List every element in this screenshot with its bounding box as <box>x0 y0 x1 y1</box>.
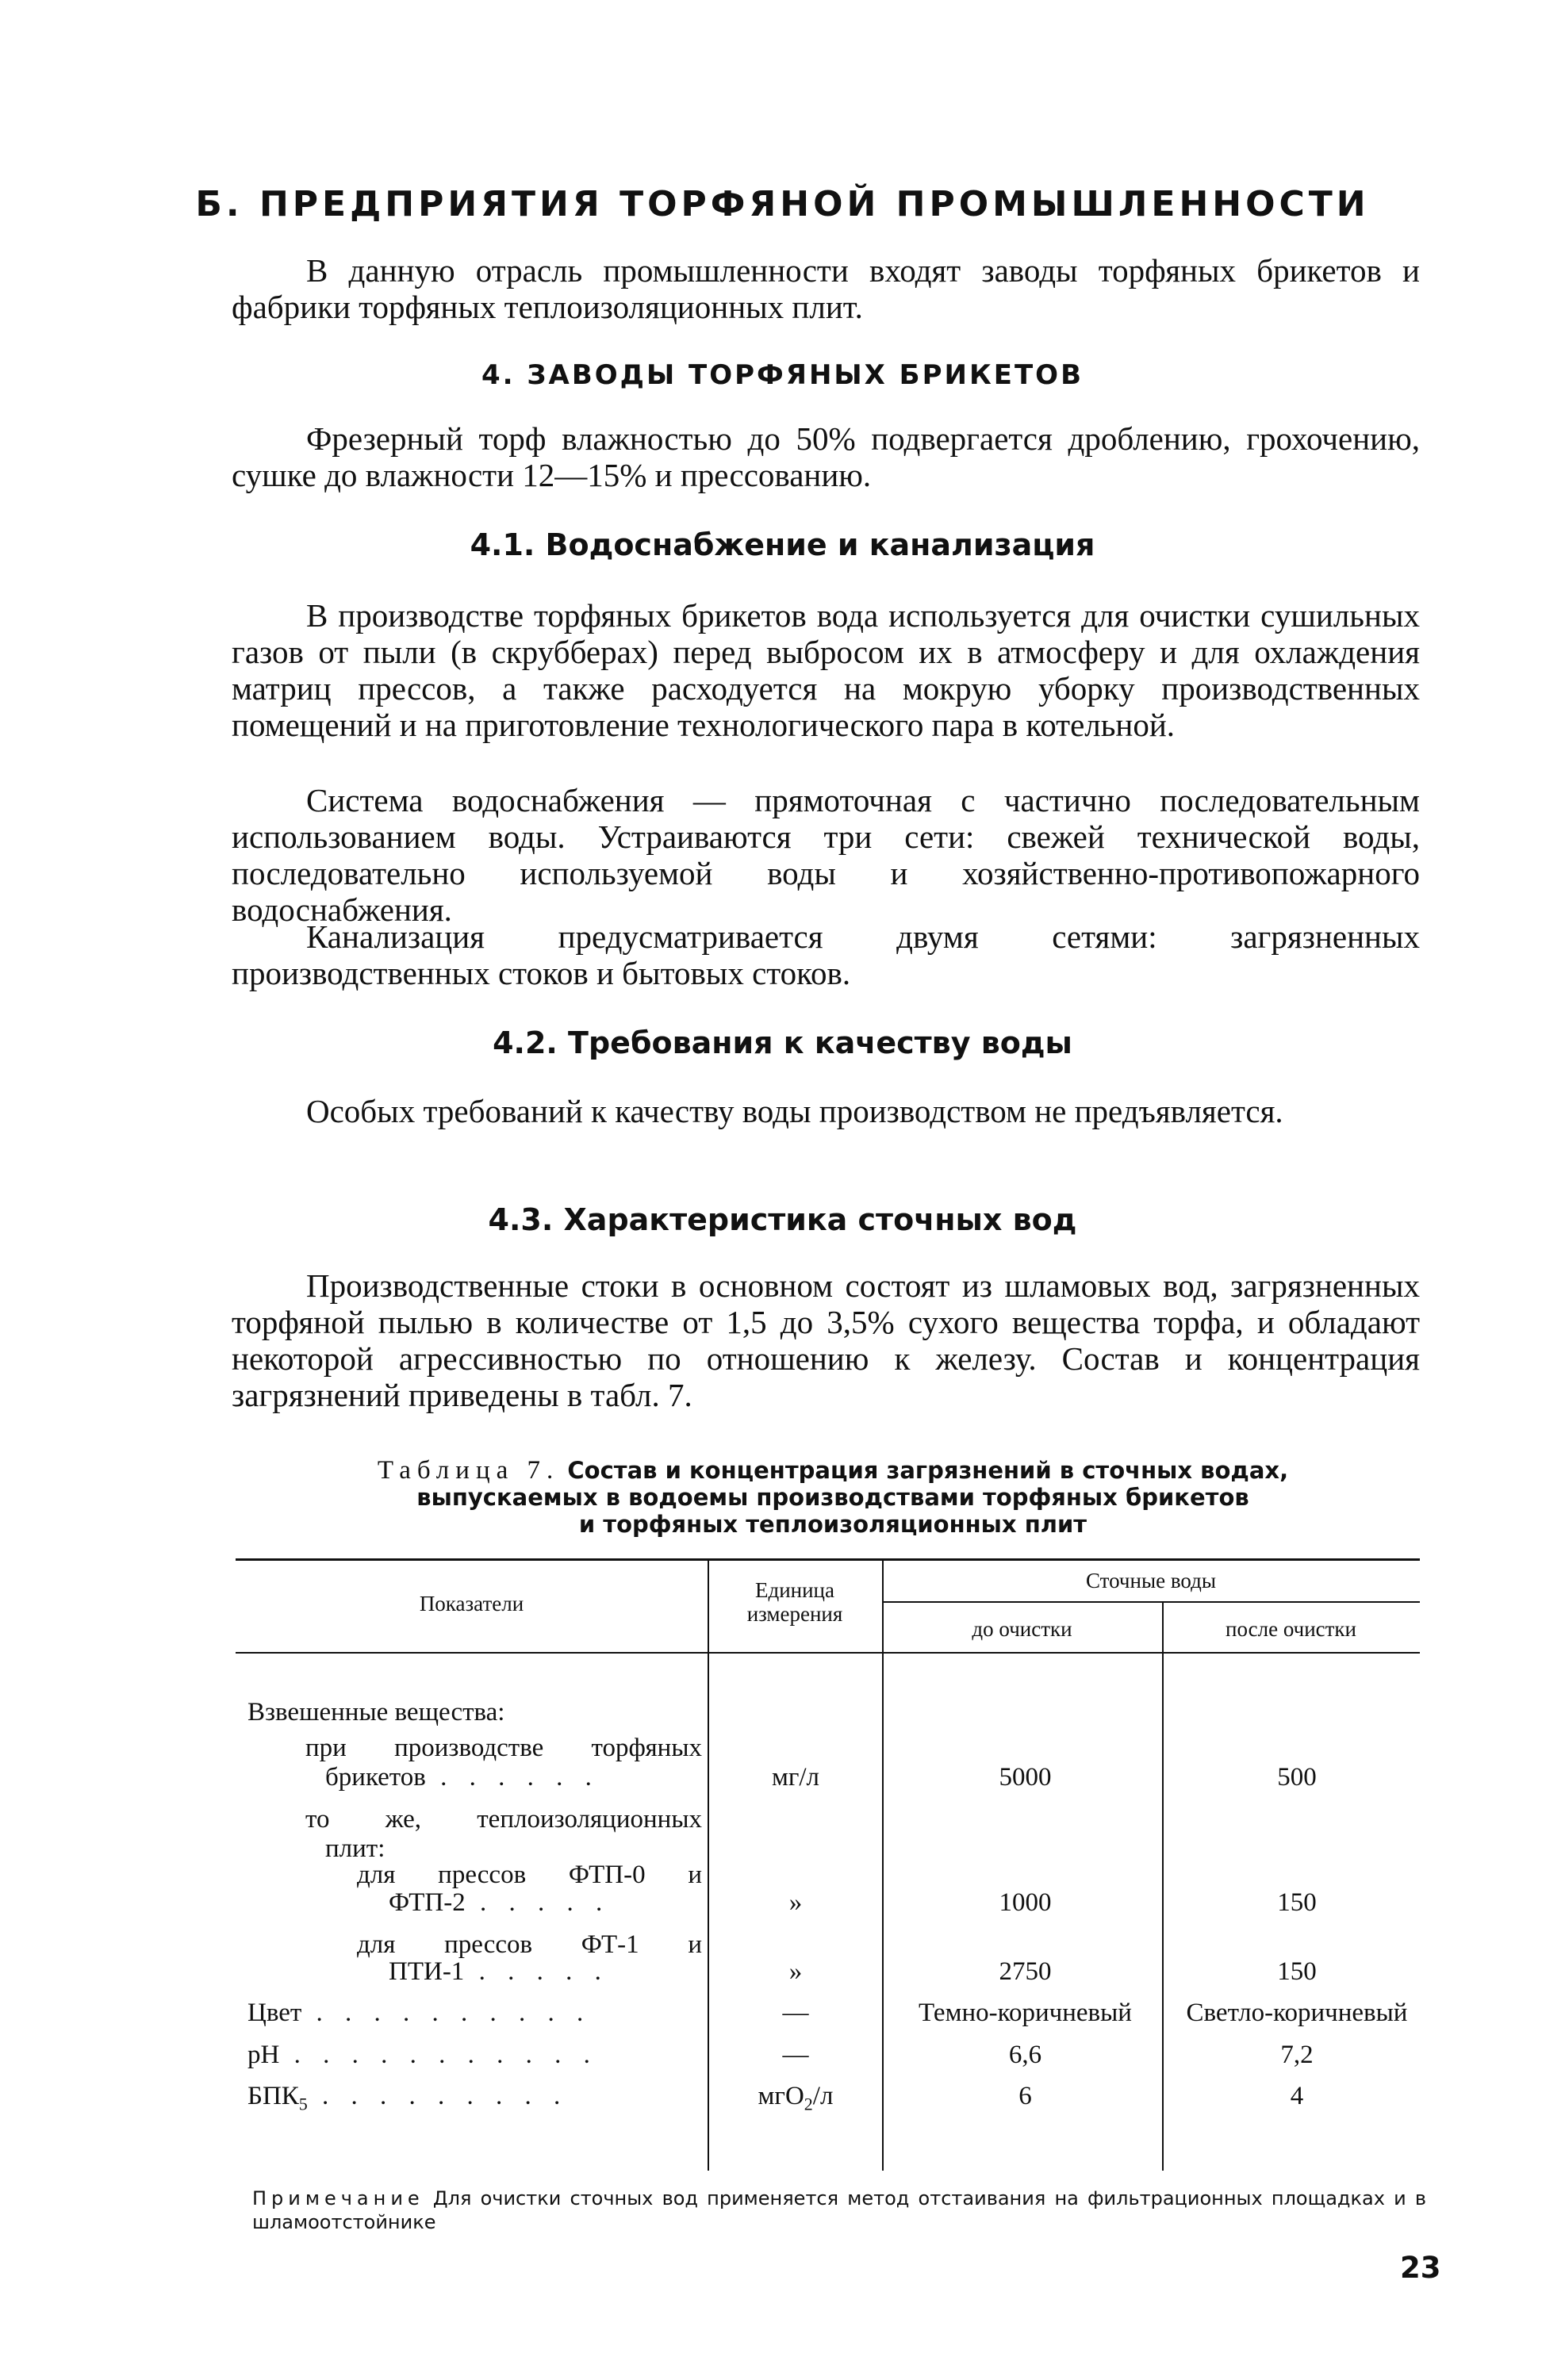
row-bpk-unit-b: /л <box>812 2082 834 2110</box>
row-ph-after: 7,2 <box>1280 2041 1314 2069</box>
row-ftp-before: 1000 <box>999 1888 1052 1917</box>
table-column-divider-3 <box>1162 1601 1164 2171</box>
row-bpk-unit-subscript: 2 <box>804 2094 813 2114</box>
row-bpk-after: 4 <box>1290 2082 1304 2110</box>
table-column-divider-1 <box>708 1560 709 2171</box>
subsection-4-2-title: 4.2. Требования к качеству воды <box>493 1025 1072 1060</box>
row-ft-before: 2750 <box>999 1957 1052 1986</box>
row-briquettes-unit: мг/л <box>771 1763 820 1792</box>
table-caption <box>238 1457 1428 1538</box>
row-ph-label: pH . . . . . . . . . . . <box>247 2041 598 2069</box>
table-header-bottom-rule <box>236 1652 1420 1654</box>
table-header-mid-rule <box>882 1601 1420 1603</box>
row-briquettes-after: 500 <box>1277 1763 1317 1792</box>
row-color-unit: — <box>782 1999 809 2027</box>
row-ph-unit: — <box>782 2041 809 2069</box>
section-title: Б. ПРЕДПРИЯТИЯ ТОРФЯНОЙ ПРОМЫШЛЕННОСТИ <box>195 184 1370 224</box>
row-briquettes-label-2: брикетов <box>325 1763 426 1792</box>
row-color-before: Темно-коричневый <box>919 1999 1132 2027</box>
row-color-after: Светло-коричневый <box>1186 1999 1408 2027</box>
header-after-treatment: после очистки <box>1226 1617 1356 1641</box>
subsection-4-1-paragraph-3: Канализация предусматривается двумя сетями: загрязненных производственных стоков и бытовых стоков. <box>232 918 1420 991</box>
row-bpk-unit <box>712 2081 880 2120</box>
chapter-4-text: Фрезерный торф влажностью до 50% подвергается дроблению, грохочению, сушке до влажности 12—15% и прессованию. <box>232 420 1420 493</box>
header-before-treatment: до очистки <box>972 1617 1072 1641</box>
row-bpk-label: $БПК_5$ . . . . . . . . . <box>247 2082 569 2114</box>
section-intro: В данную отрасль промышленности входят заводы торфяных брикетов и фабрики торфяных теплоизоляционных плит. <box>232 252 1420 325</box>
row-plates-label-1: то же, теплоизоляционных <box>305 1805 702 1834</box>
row-ft-unit: » <box>788 1957 803 1986</box>
table-note-text: Для очистки сточных вод применяется метод отстаивания на фильтрационных площадках и в шламоотстойнике <box>252 2187 1426 2233</box>
row-ft-label: ПТИ-1 . . . . . <box>389 1957 609 1986</box>
row-suspended-label: Взвешенные вещества: <box>247 1698 505 1727</box>
subsection-4-1-paragraph-1: В производстве торфяных брикетов вода используется для очистки сушильных газов от пыли (в скрубберах) перед выбросом их в атмосферу и для охлаждения матриц прессов, а также расходуется на мокрую уборку производственных помещений и на приготовление технологического пара в котельной. <box>232 597 1420 743</box>
subsection-4-2-paragraph: Особых требований к качеству воды производством не предъявляется. <box>306 1093 1283 1129</box>
table-note <box>252 2186 1426 2234</box>
row-ftp-label-1: для прессов ФТП-0 и <box>357 1861 702 1889</box>
row-plates-label-2: плит: <box>325 1834 385 1863</box>
row-color-label: Цвет . . . . . . . . . . <box>247 1999 592 2027</box>
row-ftp-after: 150 <box>1277 1888 1317 1917</box>
chapter-4-title: 4. ЗАВОДЫ ТОРФЯНЫХ БРИКЕТОВ <box>481 359 1084 391</box>
page-number: 23 <box>1400 2251 1441 2285</box>
row-ftp-unit: » <box>788 1888 803 1917</box>
row-color-text: Цвет <box>247 1999 302 2027</box>
row-bpk-text: БПК <box>247 2082 299 2110</box>
subsection-4-1-paragraph-2: Система водоснабжения — прямоточная с частично последовательным использованием воды. Устраиваются три сети: свежей технической воды, последовательно используемой воды и хозяйственно-противопожарного водоснабжения. <box>232 782 1420 928</box>
row-ftp-label-2: ФТП-2 <box>389 1888 466 1917</box>
row-ft-after: 150 <box>1277 1957 1317 1986</box>
subsection-4-1-title: 4.1. Водоснабжение и канализация <box>470 527 1095 562</box>
header-indicator: Показатели <box>419 1592 524 1615</box>
row-briquettes-label-1: при производстве торфяных <box>305 1734 702 1762</box>
row-ph-before: 6,6 <box>1008 2041 1042 2069</box>
table-top-rule <box>236 1558 1420 1561</box>
table-label: Таблица 7. <box>377 1456 560 1485</box>
row-bpk-before: 6 <box>1018 2082 1032 2110</box>
row-bpk-subscript: 5 <box>298 2094 308 2114</box>
subsection-4-3-title: 4.3. Характеристика сточных вод <box>488 1202 1077 1237</box>
header-unit <box>708 1578 882 1626</box>
row-ph-text: pH <box>247 2041 280 2069</box>
table-caption-line-3: и торфяных теплоизоляционных плит <box>578 1511 1087 1538</box>
row-briquettes-before: 5000 <box>999 1763 1052 1792</box>
row-ftp-label: ФТП-2 . . . . . <box>389 1888 611 1917</box>
table-note-label: Примечание <box>252 2187 424 2209</box>
header-unit-line-1: Единица <box>754 1578 834 1602</box>
row-ft-label-1: для прессов ФТ-1 и <box>357 1930 702 1959</box>
table-caption-line-1: Состав и концентрация загрязнений в сточных водах, <box>567 1457 1289 1484</box>
row-briquettes-label: брикетов . . . . . . <box>325 1763 600 1792</box>
table-column-divider-2 <box>882 1560 884 2171</box>
table-caption-line-2: выпускаемых в водоемы производствами торфяных брикетов <box>416 1484 1249 1511</box>
row-ft-label-2: ПТИ-1 <box>389 1957 465 1986</box>
header-wastewater: Сточные воды <box>1086 1569 1216 1592</box>
header-unit-line-2: измерения <box>746 1602 843 1626</box>
row-bpk-unit-a: мгО <box>758 2082 804 2110</box>
subsection-4-3-paragraph: Производственные стоки в основном состоят из шламовых вод, загрязненных торфяной пылью в количестве от 1,5 до 3,5% сухого вещества торфа, и обладают некоторой агрессивностью по отношению к железу. Состав и концентрация загрязнений приведены в табл. 7. <box>232 1267 1420 1413</box>
